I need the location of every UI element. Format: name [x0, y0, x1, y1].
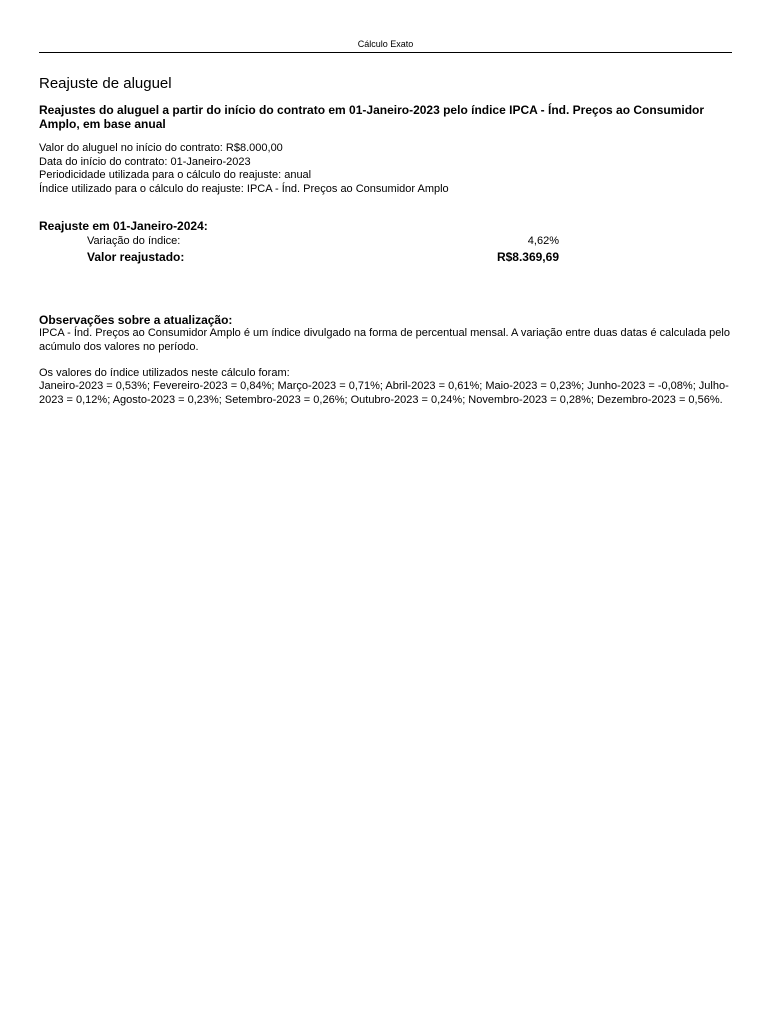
- initial-rent-line: Valor do aluguel no início do contrato: R$8.000,00: [39, 142, 283, 154]
- adjusted-value-row: [87, 249, 559, 265]
- document-title: Reajuste de aluguel: [39, 75, 172, 92]
- index-variation-value: 4,62%: [527, 235, 559, 247]
- adjustment-heading: Reajuste em 01-Janeiro-2024:: [39, 219, 208, 233]
- index-values-intro: Os valores do índice utilizados neste cálculo foram:: [39, 367, 290, 379]
- header-divider: [39, 52, 732, 53]
- index-used-line: Índice utilizado para o cálculo do reajuste: IPCA - Índ. Preços ao Consumidor Amplo: [39, 182, 449, 195]
- document-subtitle: Reajustes do aluguel a partir do início do contrato em 01-Janeiro-2023 pelo índice IPCA - Índ. Preços ao Consumidor Amplo, em base anual: [39, 103, 705, 131]
- index-values-list: Janeiro-2023 = 0,53%; Fevereiro-2023 = 0,84%; Março-2023 = 0,71%; Abril-2023 = 0,61%; Maio-2023 = 0,23%; Junho-2023 = -0,08%; Julho-2023 = 0,12%; Agosto-2023 = 0,23%; Setembro-2023 = 0,26%; Outubro-2023 = 0,24%; Novembro-2023 = 0,28%; Dezembro-2023 = 0,56%.: [39, 380, 729, 406]
- adjusted-value-label: Valor reajustado:: [87, 250, 185, 264]
- running-header: Cálculo Exato: [357, 39, 414, 49]
- periodicity-line: Periodicidade utilizada para o cálculo do reajuste: anual: [39, 169, 312, 181]
- contract-start-line: Data do início do contrato: 01-Janeiro-2023: [39, 155, 251, 168]
- index-variation-label: Variação do índice:: [87, 235, 181, 247]
- observations-heading: Observações sobre a atualização:: [39, 313, 233, 327]
- index-variation-row: [87, 233, 559, 249]
- contract-info: [39, 142, 719, 196]
- adjustment-table: [87, 233, 559, 265]
- observations-text: IPCA - Índ. Preços ao Consumidor Amplo é um índice divulgado na forma de percentual mensal. A variação entre duas datas é calculada pelo acúmulo dos valores no período.: [39, 327, 730, 353]
- adjusted-value: R$8.369,69: [496, 250, 559, 264]
